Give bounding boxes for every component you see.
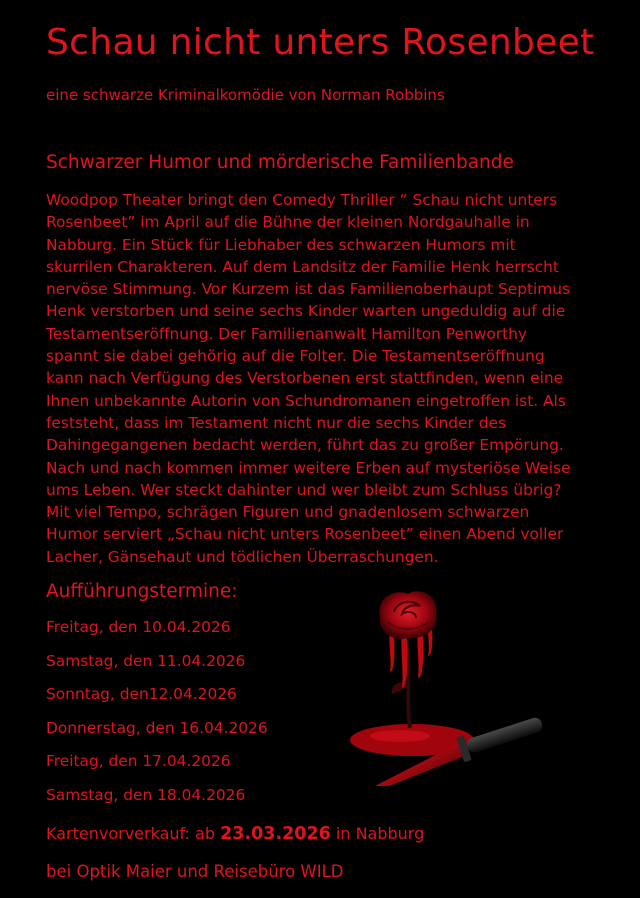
description-line: skurrilen Charakteren. Auf dem Landsitz der Familie Henk herrscht: [46, 257, 559, 276]
presale-date: 23.03.2026: [220, 824, 331, 844]
description-line: Woodpop Theater bringt den Comedy Thriller “ Schau nicht unters: [46, 191, 558, 209]
rose-stem: [408, 648, 410, 728]
section-heading: Schwarzer Humor und mörderische Familienbande: [46, 152, 514, 173]
performance-date: Sonntag, den12.04.2026: [46, 685, 237, 703]
performance-date: Donnerstag, den 16.04.2026: [46, 719, 268, 737]
description-text: [46, 189, 606, 568]
poster-subtitle: eine schwarze Kriminalkomödie von Norman Robbins: [46, 86, 445, 104]
description-line: Humor serviert „Schau nicht unters Rosenbeet” einen Abend voller: [46, 525, 564, 544]
blood-drip: [417, 632, 423, 678]
rose-knife-illustration: [340, 588, 570, 786]
presale-info: [46, 824, 424, 844]
description-line: spannt sie dabei gehörig auf die Folter. Die Testamentseröffnung: [46, 347, 545, 366]
performance-date: Freitag, den 17.04.2026: [46, 752, 231, 770]
description-line: Mit viel Tempo, schrägen Figuren und gnadenlosem schwarzen: [46, 503, 530, 522]
performance-date: Freitag, den 10.04.2026: [46, 618, 231, 636]
presale-prefix: Kartenvorverkauf: ab: [46, 824, 221, 843]
poster-title: Schau nicht unters Rosenbeet: [46, 22, 595, 63]
description-line: kann nach Verfügung des Verstorbenen erst stattfinden, wenn eine: [46, 369, 564, 388]
presale-suffix: in Nabburg: [330, 824, 425, 843]
description-line: ums Leben. Wer steckt dahinter und wer bleibt zum Schluss übrig?: [46, 480, 562, 499]
description-line: Ihnen unbekannte Autorin von Schundromanen eingetroffen ist. Als: [46, 391, 566, 410]
description-line: nervöse Stimmung. Vor Kurzem ist das Familienoberhaupt Septimus: [46, 280, 571, 299]
blood-pool-highlight: [370, 730, 430, 742]
dates-heading: Aufführungstermine:: [46, 581, 238, 602]
rose-head: [379, 591, 436, 639]
description-line: Rosenbeet” im April auf die Bühne der kleinen Nordgauhalle in: [46, 213, 530, 232]
performance-date: Samstag, den 18.04.2026: [46, 786, 246, 804]
description-line: Lacher, Gänsehaut und tödlichen Überraschungen.: [46, 547, 439, 566]
performance-date: Samstag, den 11.04.2026: [46, 652, 246, 670]
description-line: Nach und nach kommen immer weitere Erben auf mysteriöse Weise: [46, 458, 571, 477]
description-line: Testamentseröffnung. Der Familienanwalt Hamilton Penworthy: [46, 324, 527, 343]
description-line: feststeht, dass im Testament nicht nur die sechs Kinder des: [46, 413, 506, 432]
knife-handle: [465, 716, 544, 754]
description-line: Henk verstorben und seine sechs Kinder warten ungeduldig auf die: [46, 302, 566, 321]
description-line: Dahingegangenen bedacht werden, führt das zu großer Empörung.: [46, 436, 564, 455]
description-line: Nabburg. Ein Stück für Liebhaber des schwarzen Humors mit: [46, 235, 516, 254]
ticket-shops: bei Optik Maier und Reisebüro WILD: [46, 862, 344, 881]
